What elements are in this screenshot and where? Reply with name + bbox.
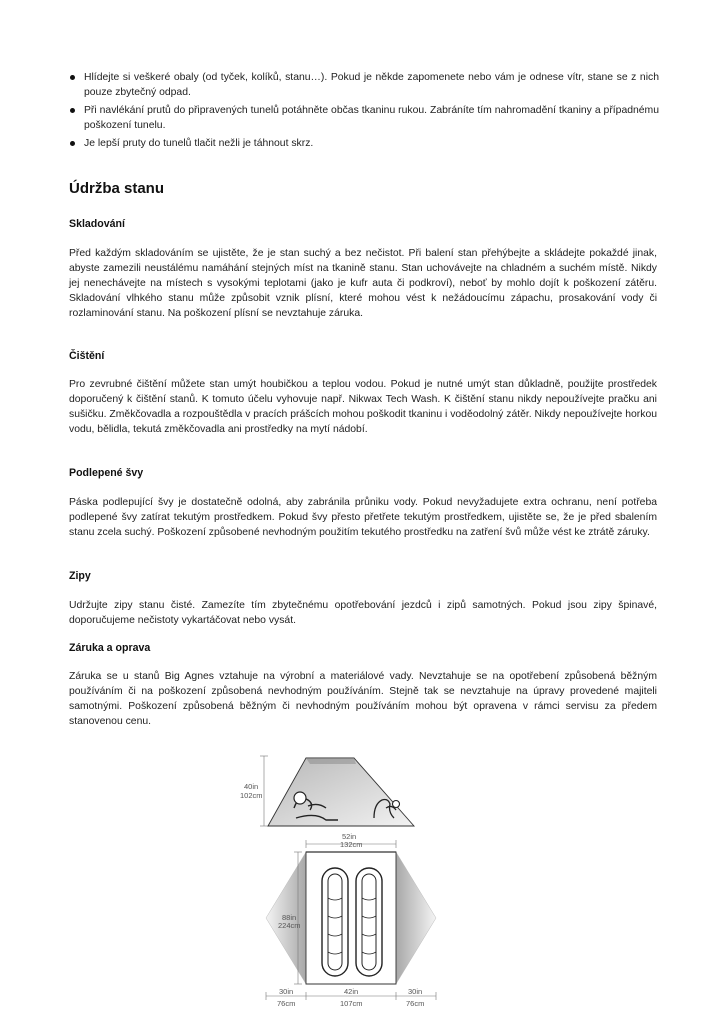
list-item-text: Při navlékání prutů do připravených tunelů potáhněte občas tkaninu rukou. Zabráníte tím nahromadění tkaniny a případnému poškození tunelu. <box>84 105 659 131</box>
right-vestibule-cm-label: 76cm <box>406 999 425 1008</box>
list-item <box>69 103 659 133</box>
list-item-text: Hlídejte si veškeré obaly (od tyček, kolíků, stanu…). Pokud je někde zapomenete nebo vám je odnese vítr, stane se z nich pouze zbytečný odpad. <box>84 72 659 98</box>
list-item-text: Je lepší pruty do tunelů tlačit nežli je táhnout skrz. <box>84 138 314 149</box>
length-in-label: 88in <box>282 913 297 922</box>
floor-width-in-label: 42in <box>344 987 359 996</box>
paragraph-warranty: Záruka se u stanů Big Agnes vztahuje na výrobní a materiálové vady. Nevztahuje se na opotřebení způsobená běžným používáním či na poškození způsobená nevhodným používáním. Stejně tak se nevztahuje na úpravy provedené majiteli samotnými. Poškození způsobená běžným či nevhodným používáním mohou být opravena v rámci servisu za předem stanovenou cenu. <box>69 671 657 727</box>
heading-seams: Podlepené švy <box>69 467 144 479</box>
length-cm-label: 224cm <box>278 921 301 930</box>
bullet-icon <box>70 108 75 113</box>
heading-zippers: Zipy <box>69 570 91 582</box>
bullet-icon <box>70 141 75 146</box>
top-width-cm-label: 132cm <box>340 840 363 849</box>
heading-storage: Skladování <box>69 218 125 230</box>
side-view <box>240 756 414 826</box>
heading-warranty: Záruka a oprava <box>69 642 151 654</box>
top-width-in-label: 52in <box>342 832 357 841</box>
height-cm-label: 102cm <box>240 791 263 800</box>
paragraph-seams: Páska podlepující švy je dostatečně odolná, aby zabránila průniku vody. Pokud nevyžadujete extra ochranu, není potřeba podlepené švy zatírat tekutým prostředkem. Pokud švy přesto přetřete tekutým prostředkem, ujistěte se, že je před sbalením stanu zcela suchý. Poškození způsobené nevhodným použitím tekutého prostředku na zatření švů může vést ke ztrátě záruky. <box>69 497 657 538</box>
paragraph-zippers: Udržujte zipy stanu čisté. Zamezíte tím zbytečnému opotřebování jezdců i zipů samotných. Pokud jsou zipy špinavé, doporučujeme nečistoty vykartáčovat nebo vysát. <box>69 600 657 626</box>
paragraph-storage: Před každým skladováním se ujistěte, že je stan suchý a bez nečistot. Při balení stan přehýbejte a skládejte pokaždé jinak, abyste zamezili neustálému namáhání stejných míst na tkanině stanu. Stan uchovávejte na chladném a suchém místě. Nikdy jej nenechávejte na místech s vysokými teplotami (jako je kufr auta či podkroví), neboť by mohlo dojít k poškození zátěru. Skladování vlhkého stanu může způsobit vznik plísní, které mohou vést k nežádoucímu zápachu, prosakování vody či rozlaminování stanu. Na poškození plísní se nevztahuje záruka. <box>69 248 657 319</box>
left-vestibule-cm-label: 76cm <box>277 999 296 1008</box>
bullet-icon <box>70 75 75 80</box>
height-in-label: 40in <box>244 782 259 791</box>
paragraph-cleaning: Pro zevrubné čištění můžete stan umýt houbičkou a teplou vodou. Pokud je nutné umýt stan důkladně, použijte prostředek doporučený k čištění stanů. K tomuto účelu vyhovuje např. Nikwax Tech Wash. K čištění stanu nikdy nepoužívejte pračku ani sušičku. Změkčovadla a rozpouštědla v pracích prášcích mohou poškodit tkaninu i voděodolný zátěr. Nikdy nepoužívejte horkou vodu, bělidla, tekutá změkčovadla ani prostředky na mytí nádobí. <box>69 379 657 435</box>
floor-plan <box>266 832 436 1008</box>
tips-list <box>69 70 659 154</box>
list-item <box>69 70 659 100</box>
heading-cleaning: Čištění <box>69 350 105 362</box>
floor-width-cm-label: 107cm <box>340 999 363 1008</box>
left-vestibule-in-label: 30in <box>279 987 294 996</box>
section-title: Údržba stanu <box>69 180 165 197</box>
list-item <box>69 136 659 151</box>
right-vestibule-in-label: 30in <box>408 987 423 996</box>
tent-dimensions-diagram <box>236 748 456 1018</box>
